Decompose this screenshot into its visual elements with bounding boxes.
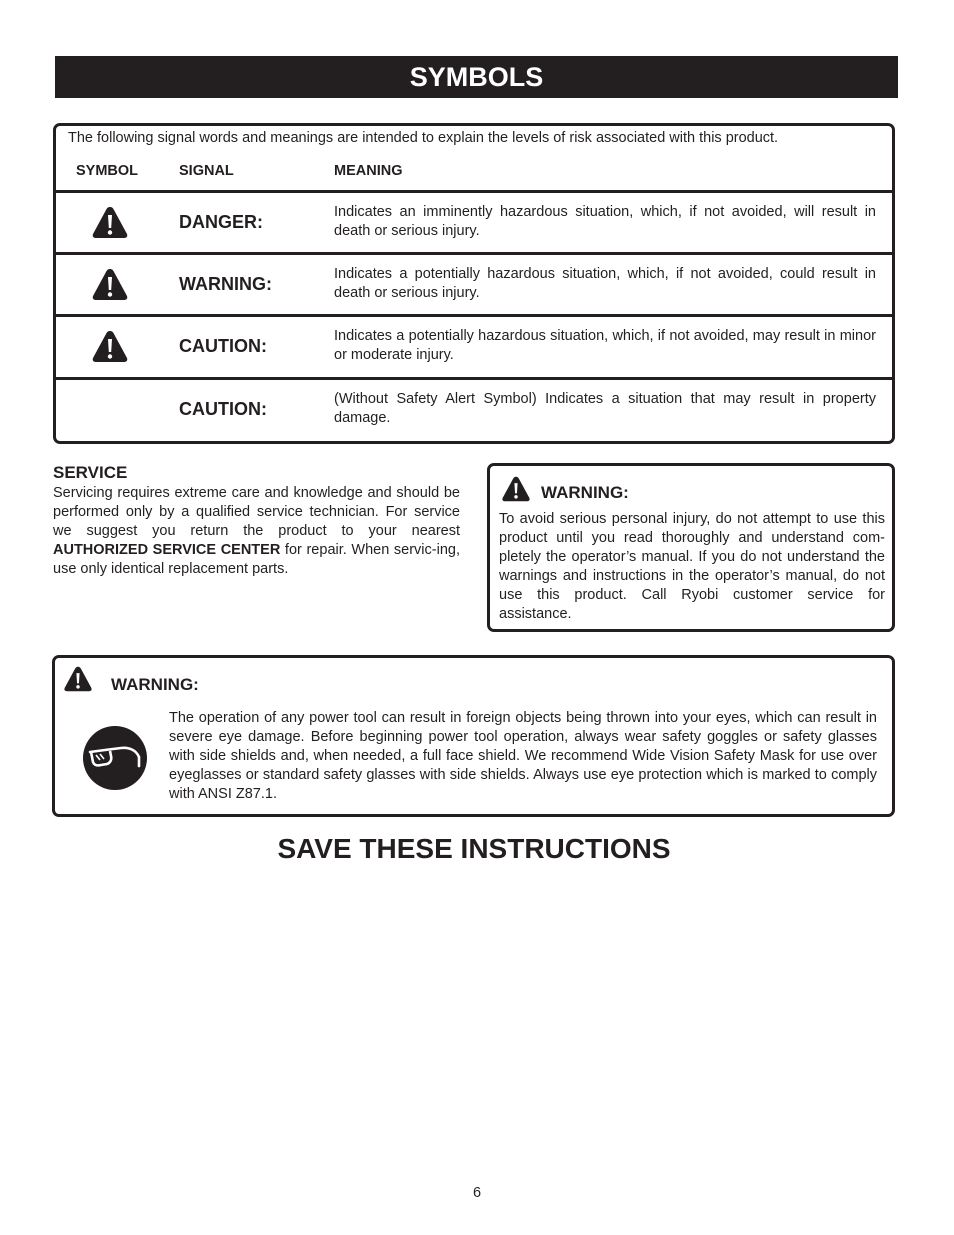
warning-text: The operation of any power tool can result in foreign objects being thrown into your eyes, which can result in severe eye damage. Before beginning power tool operation, always wear safety goggles or safety glasses with side shields and, when needed, a full face shield. We recommend Wide Vision Safety Mask for use over eyeglasses or standard safety glasses with side shields. Always use eye protection which is marked to comply with ANSI Z87.1. [169,710,877,802]
table-row [56,255,892,314]
service-text [53,484,460,579]
safety-alert-triangle-icon [63,666,93,692]
signal-word: WARNING: [179,274,272,294]
symbols-intro: The following signal words and meanings are intended to explain the levels of risk associated with this product. [68,130,779,146]
page-number: 6 [472,1185,482,1201]
column-header-meaning: MEANING [334,163,403,179]
table-row [56,193,892,252]
symbols-table [53,123,895,444]
safety-alert-triangle-icon [92,206,128,239]
warning-label: WARNING: [111,675,199,694]
signal-word: CAUTION: [179,399,267,419]
signal-meaning: Indicates an imminently hazardous situation, which, if not avoided, will result in death or serious injury. [334,204,876,239]
table-row [56,380,892,439]
service-text-part: Servicing requires extreme care and knowledge and should be performed only by a qualified service technician. For service we suggest you return the product to your nearest [53,485,460,539]
warning-box-manual [487,463,895,632]
warning-label: WARNING: [541,483,629,502]
signal-word: CAUTION: [179,336,267,356]
safety-alert-triangle-icon [92,330,128,363]
save-instructions-heading: SAVE THESE INSTRUCTIONS [277,833,671,864]
signal-meaning: Indicates a potentially hazardous situation, which, if not avoided, may result in minor or moderate injury. [334,328,876,363]
authorized-service-center: AUTHORIZED SERVICE CENTER [53,542,281,558]
warning-box-eye-protection [52,655,895,817]
signal-meaning: (Without Safety Alert Symbol) Indicates a situation that may result in property damage. [334,391,876,426]
eye-protection-icon [81,724,149,792]
service-heading: SERVICE [53,463,128,482]
section-title-bar [55,56,898,98]
service-text-part: for repair. When servic-ing, use only identical replacement parts. [53,542,460,577]
section-title: SYMBOLS [409,62,544,92]
warning-text: To avoid serious personal injury, do not attempt to use this product until you read thoroughly and understand com-pletely the operator’s manual. If you do not understand the warnings and instructions in the operator’s manual, do not use this product. Call Ryobi customer service for assistance. [499,511,885,622]
signal-meaning: Indicates a potentially hazardous situation, which, if not avoided, could result in death or serious injury. [334,266,876,301]
signal-word: DANGER: [179,212,263,232]
safety-alert-triangle-icon [501,476,531,502]
column-header-signal: SIGNAL [179,163,234,179]
column-header-symbol: SYMBOL [76,163,139,179]
safety-alert-triangle-icon [92,268,128,301]
table-row [56,317,892,376]
